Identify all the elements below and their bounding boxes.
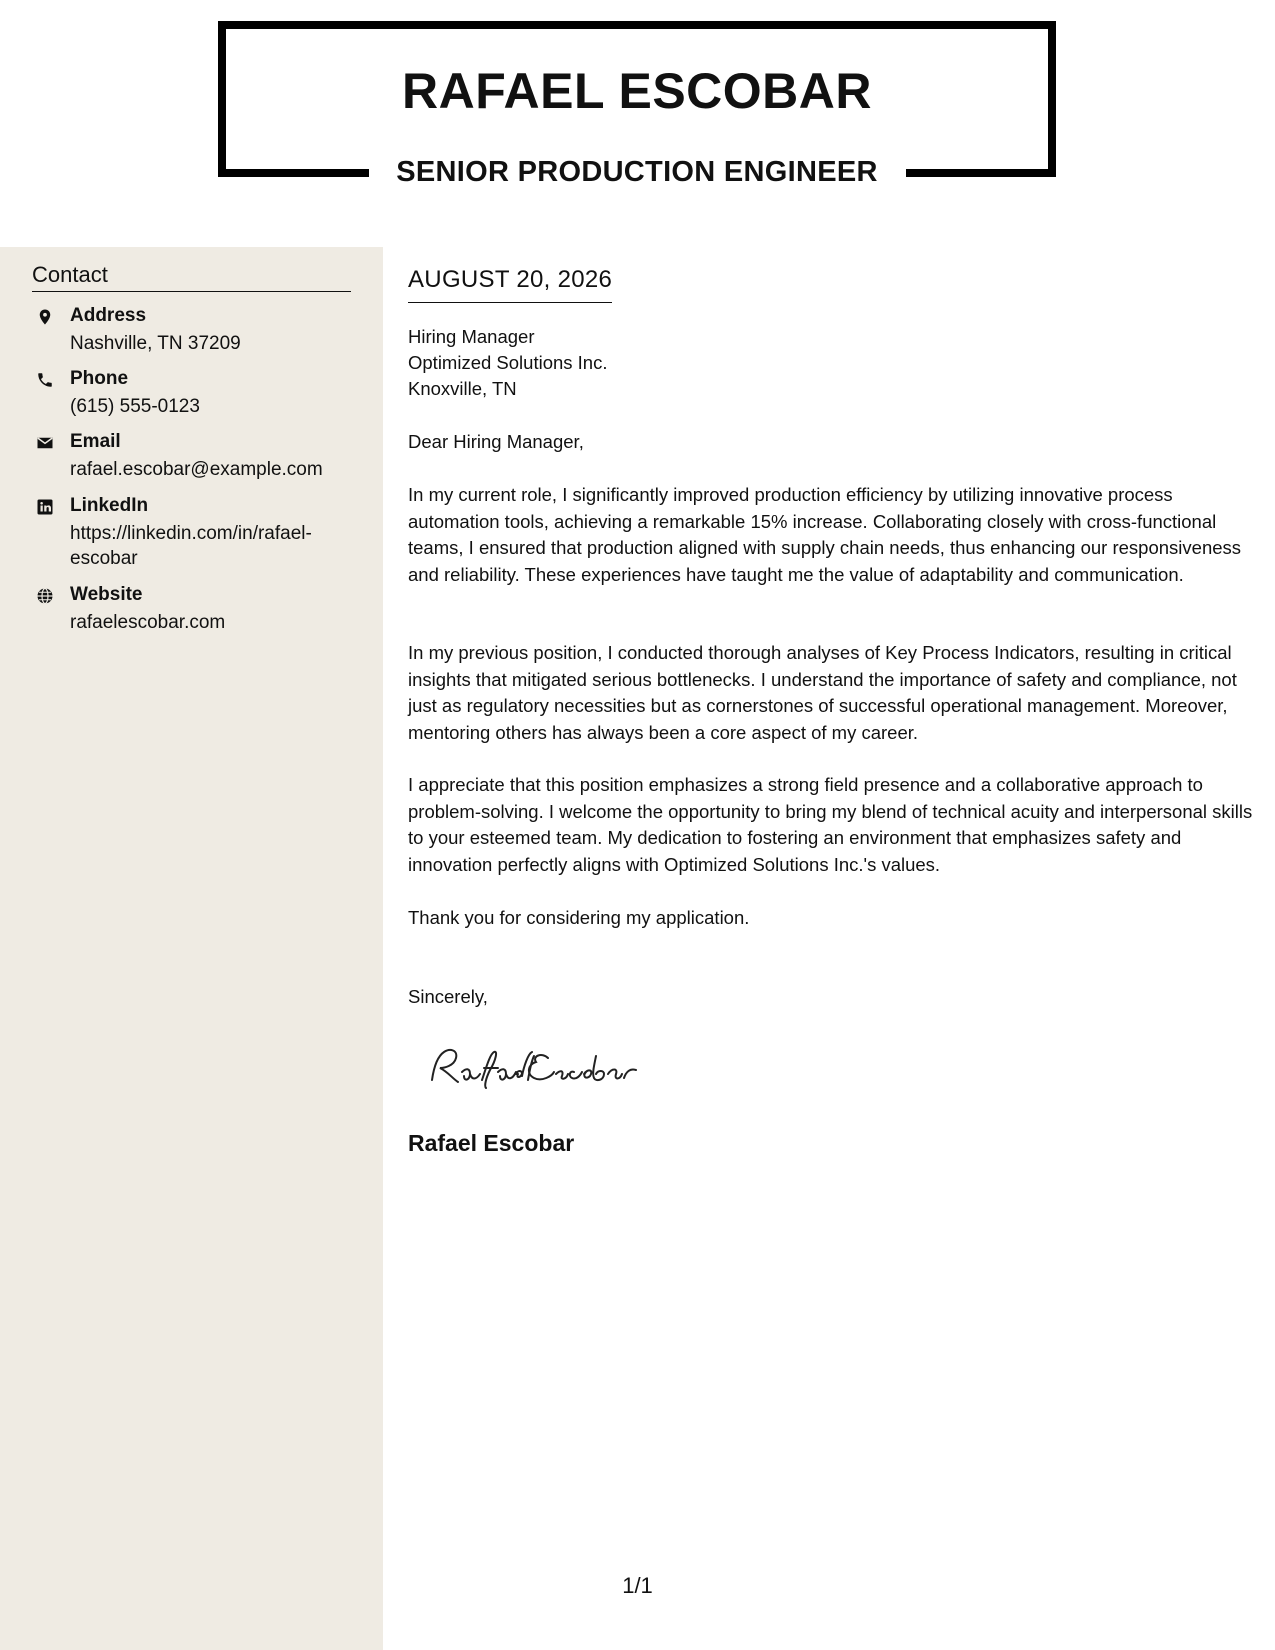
body-paragraph: I appreciate that this position emphasizes a strong field presence and a collaborative approach to problem-solving. I welcome the opportunity to bring my blend of technical acuity and interpersonal skills to your esteemed team. My dedication to fostering an environment that emphasizes safety and innovation perfectly aligns with Optimized Solutions Inc.'s values. — [408, 774, 1253, 875]
website-label: Website — [70, 584, 143, 605]
linkedin-value[interactable]: https://linkedin.com/in/rafael-escobar — [70, 523, 312, 569]
phone-icon — [36, 371, 54, 389]
job-title: SENIOR PRODUCTION ENGINEER — [396, 156, 878, 188]
salutation: Dear Hiring Manager, — [408, 431, 584, 452]
phone-value: (615) 555-0123 — [70, 396, 200, 417]
email-icon — [36, 434, 54, 452]
address-value: Nashville, TN 37209 — [70, 333, 241, 354]
email-label: Email — [70, 431, 121, 452]
phone-label: Phone — [70, 368, 129, 389]
linkedin-icon — [36, 498, 54, 516]
page-number: 1/1 — [622, 1573, 653, 1598]
contact-heading: Contact — [32, 262, 351, 292]
closing-thanks: Thank you for considering my application. — [408, 907, 750, 928]
recipient-line: Hiring Manager — [408, 326, 535, 347]
recipient-block — [408, 324, 607, 402]
globe-icon — [36, 587, 54, 605]
sign-off: Sincerely, — [408, 986, 488, 1007]
recipient-line: Knoxville, TN — [408, 378, 517, 399]
recipient-line: Optimized Solutions Inc. — [408, 352, 608, 373]
email-value[interactable]: rafael.escobar@example.com — [70, 459, 323, 480]
linkedin-label: LinkedIn — [70, 495, 149, 516]
map-pin-icon — [36, 308, 54, 326]
address-label: Address — [70, 305, 147, 326]
handwritten-signature — [424, 1038, 664, 1098]
website-value[interactable]: rafaelescobar.com — [70, 612, 226, 633]
body-paragraph: In my previous position, I conducted thorough analyses of Key Process Indicators, resulting in critical insights that mitigated serious bottlenecks. I understand the importance of safety and compliance, not just as regulatory necessities but as cornerstones of successful operational management. Moreover, mentoring others has always been a core aspect of my career. — [408, 642, 1237, 743]
letter-date: AUGUST 20, 2026 — [408, 266, 612, 303]
applicant-name: RAFAEL ESCOBAR — [401, 63, 872, 119]
body-paragraph: In my current role, I significantly improved production efficiency by utilizing innovative process automation tools, achieving a remarkable 15% increase. Collaborating closely with cross-functional teams, I ensured that production aligned with supply chain needs, thus enhancing our responsiveness and reliability. These experiences have taught me the value of adaptability and communication. — [408, 484, 1242, 585]
signer-name: Rafael Escobar — [408, 1130, 575, 1156]
